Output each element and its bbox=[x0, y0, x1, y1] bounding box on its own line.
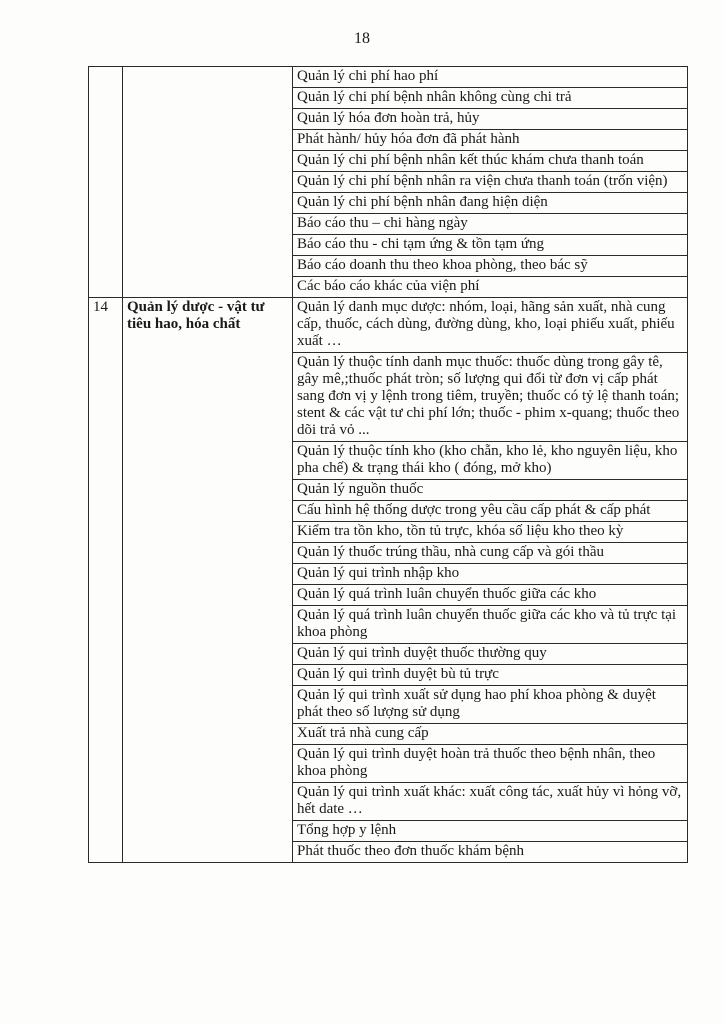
function-item: Quản lý qui trình duyệt thuốc thường quy bbox=[293, 644, 688, 665]
function-table bbox=[88, 66, 688, 863]
function-item: Quản lý nguồn thuốc bbox=[293, 480, 688, 501]
function-item: Các báo cáo khác của viện phí bbox=[293, 277, 688, 298]
continued-number-cell bbox=[89, 67, 123, 298]
function-item: Quản lý qui trình duyệt bù tủ trực bbox=[293, 665, 688, 686]
function-item: Quản lý chi phí bệnh nhân đang hiện diện bbox=[293, 193, 688, 214]
function-item: Quản lý chi phí bệnh nhân ra viện chưa thanh toán (trốn viện) bbox=[293, 172, 688, 193]
function-item: Quản lý danh mục dược: nhóm, loại, hãng sản xuất, nhà cung cấp, thuốc, cách dùng, đường dùng, kho, loại phiếu xuất, phiếu xuất … bbox=[293, 298, 688, 353]
function-item: Xuất trả nhà cung cấp bbox=[293, 724, 688, 745]
continued-group-cell bbox=[123, 67, 293, 298]
table-row bbox=[89, 67, 688, 88]
section-number: 14 bbox=[89, 298, 123, 863]
function-item: Quản lý qui trình xuất khác: xuất công tác, xuất hủy vì hỏng vỡ, hết date … bbox=[293, 783, 688, 821]
page-number: 18 bbox=[354, 30, 370, 47]
function-item: Kiểm tra tồn kho, tồn tủ trực, khóa số liệu kho theo kỳ bbox=[293, 522, 688, 543]
function-item: Báo cáo thu - chi tạm ứng & tồn tạm ứng bbox=[293, 235, 688, 256]
function-item: Quản lý thuộc tính kho (kho chẵn, kho lẻ, kho nguyên liệu, kho pha chế) & trạng thái kho ( đóng, mở kho) bbox=[293, 442, 688, 480]
function-item: Quản lý thuốc trúng thầu, nhà cung cấp và gói thầu bbox=[293, 543, 688, 564]
function-item: Quản lý qui trình nhập kho bbox=[293, 564, 688, 585]
function-item: Cấu hình hệ thống dược trong yêu cầu cấp phát & cấp phát bbox=[293, 501, 688, 522]
function-item: Phát thuốc theo đơn thuốc khám bệnh bbox=[293, 842, 688, 863]
function-item: Quản lý qui trình xuất sử dụng hao phí khoa phòng & duyệt phát theo số lượng sử dụng bbox=[293, 686, 688, 724]
function-item: Quản lý chi phí bệnh nhân kết thúc khám chưa thanh toán bbox=[293, 151, 688, 172]
function-item: Quản lý chi phí bệnh nhân không cùng chi trả bbox=[293, 88, 688, 109]
table-row bbox=[89, 298, 688, 353]
function-item: Phát hành/ hủy hóa đơn đã phát hành bbox=[293, 130, 688, 151]
function-item: Quản lý chi phí hao phí bbox=[293, 67, 688, 88]
function-item: Quản lý quá trình luân chuyển thuốc giữa các kho và tủ trực tại khoa phòng bbox=[293, 606, 688, 644]
function-item: Tổng hợp y lệnh bbox=[293, 821, 688, 842]
function-item: Báo cáo thu – chi hàng ngày bbox=[293, 214, 688, 235]
function-item: Báo cáo doanh thu theo khoa phòng, theo bác sỹ bbox=[293, 256, 688, 277]
function-item: Quản lý hóa đơn hoàn trả, hủy bbox=[293, 109, 688, 130]
function-item: Quản lý thuộc tính danh mục thuốc: thuốc dùng trong gây tê, gây mê,;thuốc phát tròn; số lượng qui đổi từ đơn vị cấp phát sang đơn vị y lệnh trong tiêm, truyền; thuốc có tỷ lệ thanh toán; stent & các vật tư chi phí lớn; thuốc - phim x-quang; thuốc theo dõi trả vỏ ... bbox=[293, 353, 688, 442]
function-item: Quản lý qui trình duyệt hoàn trả thuốc theo bệnh nhân, theo khoa phòng bbox=[293, 745, 688, 783]
section-name: Quản lý dược - vật tư tiêu hao, hóa chất bbox=[123, 298, 293, 863]
function-item: Quản lý quá trình luân chuyển thuốc giữa các kho bbox=[293, 585, 688, 606]
